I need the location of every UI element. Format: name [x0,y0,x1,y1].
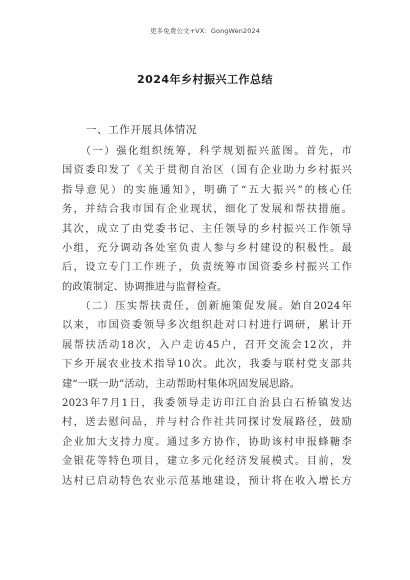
text-line: 的政策制定、协调推进与监督检查。 [62,281,228,293]
text-line: 企业加大支持力度。通过多方协作，协助该村申报蜂糖李 [62,436,352,448]
text-line: 指导意见）的实施通知》，明确了“五大振兴”的核心任 [62,184,352,196]
paragraph-organization [62,142,352,297]
text-line: 小组，充分调动各处室负责人参与乡村建设的积极性。最 [62,242,352,254]
header-note: 更多免费公文+VX：GongWen2024 [150,27,260,35]
text-line: 下乡开展农业技术指导10次。此次，我委与联村党支部共 [62,359,352,371]
paragraph-responsibility [62,297,352,491]
text-line: 国资委印发了《关于贯彻自治区（国有企业助力乡村振兴 [62,165,352,177]
text-line: 建“一联一助”活动，主动帮助村集体巩固发展思路。 [62,378,301,390]
text-line: 以来，市国资委领导多次组织赴对口村进行调研，累计开 [62,320,352,332]
document-title: 2024年乡村振兴工作总结 [136,73,274,86]
section-heading: 一、工作开展具体情况 [86,124,197,136]
text-line: 务，并结合我市国有企业现状，细化了发展和帮扶措施。 [62,204,352,216]
text-line: 其次，成立了由党委书记、主任领导的乡村振兴工作领导 [62,223,352,235]
text-line: （二）压实帮扶责任，创新施策促发展。始自2024年 [62,301,352,312]
text-line: 2023年7月1日，我委领导走访印江自治县白石桥镇发达 [62,397,352,409]
text-line: 达村已启动特色农业示范基地建设，预计将在收入增长方 [62,475,352,487]
text-line: 后，设立专门工作班子，负责统筹市国资委乡村振兴工作 [62,262,352,274]
text-line: 金银花等特色项目，建立多元化经济发展模式。目前，发 [62,456,352,468]
text-line: 展帮扶活动18次，入户走访45户，召开交流会12次，并 [62,339,352,351]
text-line: 村，送去慰问品，并与村合作社共同探讨发展路径，鼓励 [62,417,352,429]
text-line: （一）强化组织统筹，科学规划振兴蓝图。首先，市 [62,146,352,157]
